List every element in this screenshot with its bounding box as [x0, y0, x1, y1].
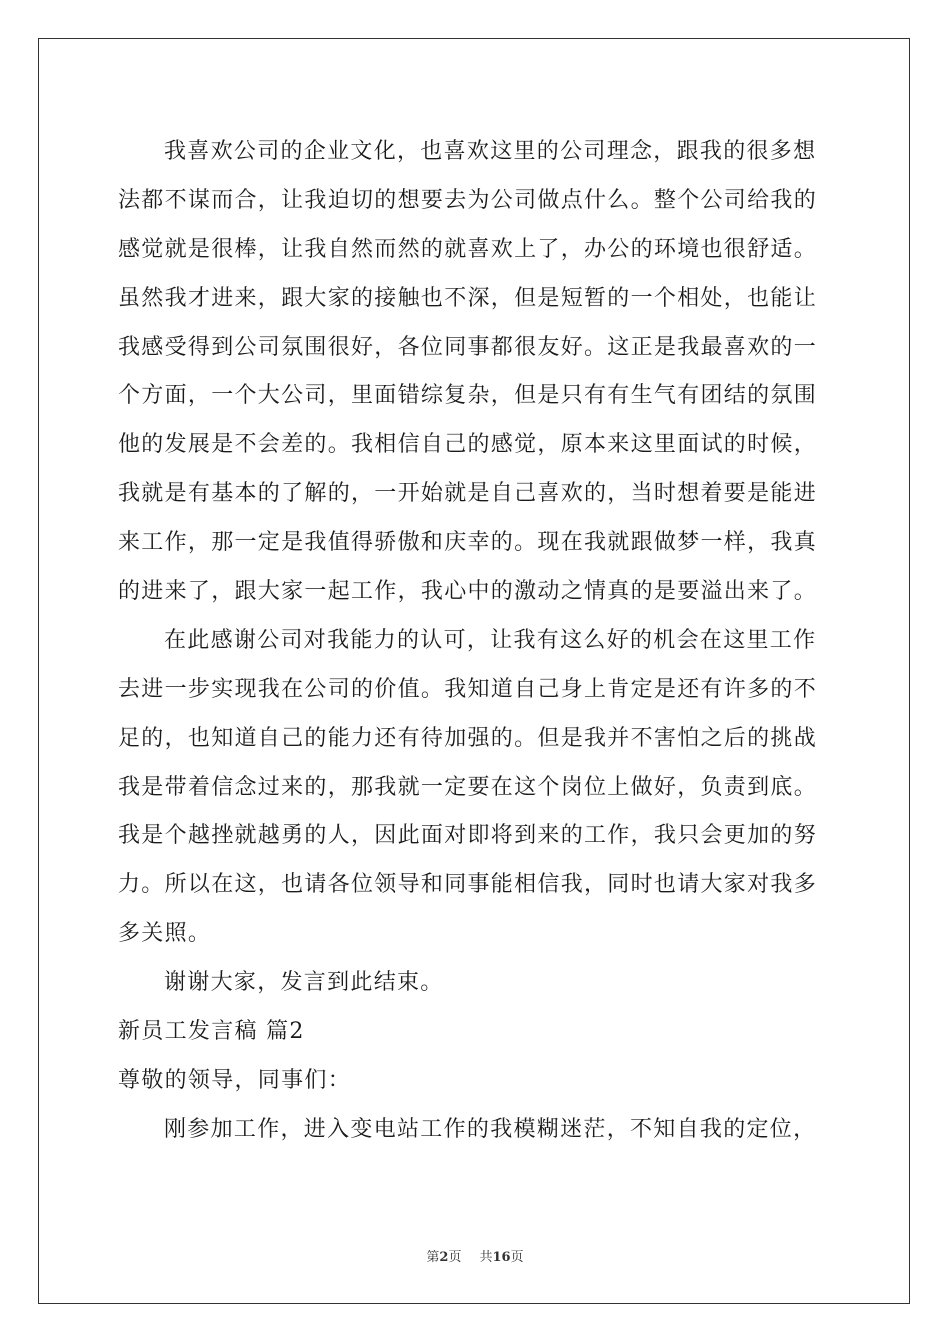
text-line-11: 在此感谢公司对我能力的认可，让我有这么好的机会在这里工作: [164, 627, 817, 653]
footer-total-suffix: 页: [510, 1250, 524, 1265]
text-line-10: 的进来了，跟大家一起工作，我心中的激动之情真的是要溢出来了。: [118, 579, 818, 605]
page-footer: [0, 1246, 950, 1265]
text-line-12: 去进一步实现我在公司的价值。我知道自己身上肯定是还有许多的不: [118, 676, 818, 702]
text-line-1: 我喜欢公司的企业文化，也喜欢这里的公司理念，跟我的很多想: [164, 139, 817, 164]
footer-page-suffix: 页: [448, 1250, 462, 1265]
text-line-2: 法都不谋而合，让我迫切的想要去为公司做点什么。整个公司给我的: [118, 187, 818, 213]
text-line-6: 个方面，一个大公司，里面错综复杂，但是只有有生气有团结的氛围: [118, 383, 818, 409]
text-line-5: 我感受得到公司氛围很好，各位同事都很友好。这正是我最喜欢的一: [118, 334, 818, 360]
text-line-4: 虽然我才进来，跟大家的接触也不深，但是短暂的一个相处，也能让: [118, 285, 818, 311]
footer-total-pages: 16: [492, 1250, 511, 1265]
text-line-7: 他的发展是不会差的。我相信自己的感觉，原本来这里面试的时候，: [118, 432, 818, 458]
section-heading: 新员工发言稿 篇2: [118, 1019, 305, 1045]
document-body: [118, 128, 834, 1155]
text-line-13: 足的，也知道自己的能力还有待加强的。但是我并不害怕之后的挑战: [118, 725, 818, 751]
text-line-9: 来工作，那一定是我值得骄傲和庆幸的。现在我就跟做梦一样，我真: [118, 530, 818, 556]
footer-total-prefix: 共: [479, 1250, 493, 1265]
text-line-18: 谢谢大家，发言到此结束。: [164, 970, 444, 996]
text-line-3: 感觉就是很棒，让我自然而然的就喜欢上了，办公的环境也很舒适。: [118, 236, 818, 262]
text-line-8: 我就是有基本的了解的，一开始就是自己喜欢的，当时想着要是能进: [118, 481, 818, 507]
text-line-17: 多关照。: [118, 921, 212, 947]
footer-page-number: 2: [439, 1250, 449, 1265]
text-line-21: 刚参加工作，进入变电站工作的我模糊迷茫，不知自我的定位，: [164, 1116, 817, 1142]
footer-prefix: 第: [426, 1250, 440, 1265]
text-line-14: 我是带着信念过来的，那我就一定要在这个岗位上做好，负责到底。: [118, 774, 818, 800]
text-line-16: 力。所以在这，也请各位领导和同事能相信我，同时也请大家对我多: [118, 872, 818, 898]
text-line-15: 我是个越挫就越勇的人，因此面对即将到来的工作，我只会更加的努: [118, 823, 818, 849]
salutation: 尊敬的领导，同事们：: [118, 1067, 352, 1093]
